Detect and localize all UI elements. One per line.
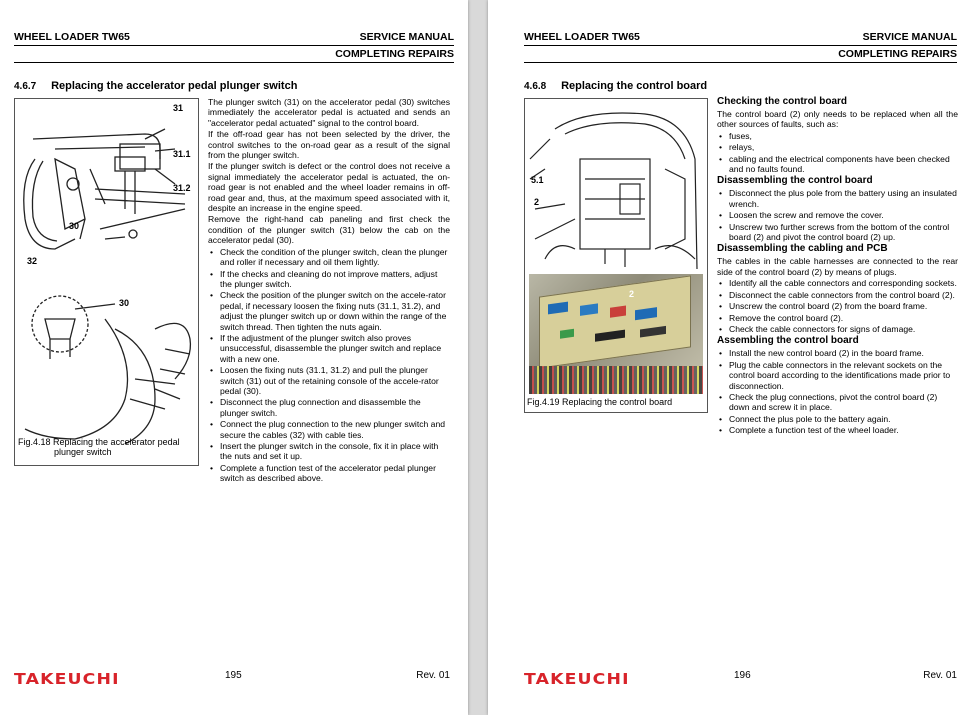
list-item: • Disconnect the plug connection and disassemble the plunger switch. [208, 397, 450, 418]
list-item: • Disconnect the cable connectors from the control board (2). [717, 290, 958, 300]
header-rule [14, 62, 454, 63]
callout-2: 2 [534, 197, 540, 207]
list-item: • Check the condition of the plunger switch, clean the plunger and roller if necessary and oil them lightly. [208, 247, 450, 268]
list-item: • If the checks and cleaning do not improve matters, adjust the plunger switch. [208, 269, 450, 290]
figure-caption: Fig.4.19 Replacing the control board [527, 397, 673, 407]
revision: Rev. 01 [416, 670, 450, 681]
relay [635, 307, 657, 320]
section-number: 4.6.7 [14, 81, 37, 92]
connector [640, 326, 666, 338]
caption-line: Fig.4.18 Replacing the accelerator pedal [18, 437, 180, 447]
list-item: • Plug the cable connectors in the relevant sockets on the control board according to the identifications made prior to disconnection. [717, 360, 958, 391]
list-item: • Complete a function test of the accelerator pedal plunger switch as described above. [208, 463, 450, 484]
body-text [208, 97, 450, 485]
caption-line: plunger switch [54, 447, 112, 457]
header-manual: SERVICE MANUAL [359, 31, 454, 43]
list-item: • Complete a function test of the wheel loader. [717, 425, 958, 435]
list-item: • Connect the plus pole to the battery again. [717, 414, 958, 424]
header-chapter: COMPLETING REPAIRS [335, 48, 454, 60]
list-item: • Loosen the screw and remove the cover. [717, 210, 958, 220]
callout-30-detail: 30 [119, 298, 130, 308]
header-chapter: COMPLETING REPAIRS [838, 48, 957, 60]
header-rule [14, 45, 454, 46]
section-number: 4.6.8 [524, 81, 547, 92]
pcb [539, 275, 691, 368]
step-list [717, 278, 958, 334]
list-item: • Install the new control board (2) in the board frame. [717, 348, 958, 358]
list-item: • relays, [717, 142, 958, 152]
callout-31-1: 31.1 [173, 149, 191, 159]
section-title: Replacing the control board [561, 80, 708, 92]
callout-31: 31 [173, 103, 184, 113]
revision: Rev. 01 [923, 670, 957, 681]
page-number: 196 [734, 670, 751, 681]
step-list [717, 348, 958, 435]
paragraph: Remove the right-hand cab paneling and first check the condition of the plunger switch (31) below the cab on the accelerator pedal (30). [208, 214, 450, 246]
callout-32: 32 [27, 256, 38, 266]
list-item: • Check the cable connectors for signs of damage. [717, 324, 958, 334]
component [610, 305, 626, 317]
connector [595, 330, 625, 342]
component [560, 329, 574, 339]
figure-accelerator-pedal [14, 98, 199, 466]
figure-control-board [524, 98, 708, 413]
header-rule [524, 62, 957, 63]
header-model: WHEEL LOADER TW65 [14, 31, 130, 43]
cable-harness [529, 366, 703, 394]
list-item: • Unscrew two further screws from the bottom of the control board (2) and pivot the control board (2) up. [717, 222, 958, 243]
section-heading [14, 80, 297, 92]
paragraph: The cables in the cable harnesses are connected to the rear side of the control board (2) by means of plugs. [717, 256, 958, 277]
subheading: Assembling the control board [717, 335, 859, 347]
subheading: Disassembling the control board [717, 175, 873, 187]
header-rule [524, 45, 957, 46]
list-item: • Check the plug connections, pivot the control board (2) down and screw it in place. [717, 392, 958, 413]
section-title: Replacing the accelerator pedal plunger switch [51, 80, 298, 92]
list-item: • Loosen the fixing nuts (31.1, 31.2) and pull the plunger switch (31) out of the retaining console of the accele-rator pedal (30). [208, 365, 450, 396]
paragraph: If the off-road gear has not been selected by the driver, the control switches to the on-road gear as a result of the signal from the plunger switch. [208, 129, 450, 161]
list-item: • Remove the control board (2). [717, 313, 958, 323]
callout-5-1: 5.1 [531, 175, 544, 185]
relay [580, 303, 598, 316]
takeuchi-logo: TAKEUCHI [524, 670, 630, 688]
list-item: • Unscrew the control board (2) from the board frame. [717, 301, 958, 311]
list-item: • Check the position of the plunger switch on the accele-rator pedal, if necessary loosen the fixing nuts (31.1, 31.2), and adjust the plunger switch up or down within the range of the switch thread. Then tighten the nuts again. [208, 290, 450, 332]
relay [548, 302, 568, 315]
paragraph: The control board (2) only needs to be replaced when all the other sources of faults, such as: [717, 109, 958, 130]
step-list [717, 188, 958, 242]
list-item: • cabling and the electrical components have been checked and no faults found. [717, 154, 958, 175]
subheading: Disassembling the cabling and PCB [717, 243, 888, 255]
list-item: • If the adjustment of the plunger switch also proves unsuccessful, disassemble the plunger switch and replace with a new one. [208, 333, 450, 364]
body-text [717, 96, 958, 437]
figure-caption [18, 437, 195, 457]
section-heading [524, 80, 707, 92]
page-195 [0, 0, 468, 715]
accelerator-pedal-drawing [15, 99, 198, 465]
list-item: • fuses, [717, 131, 958, 141]
page-number: 195 [225, 670, 242, 681]
paragraph: If the plunger switch is defect or the control does not receive a signal immediately the accelerator pedal is actuated, the on-road gear is not enabled and the wheel loader remains in off-road gear and, thus, at the maximum speed associated with it, despite an increase in the engine speed. [208, 161, 450, 214]
list-item: • Identify all the cable connectors and corresponding sockets. [717, 278, 958, 288]
paragraph: The plunger switch (31) on the accelerator pedal (30) switches immediately the accelerator pedal is actuated and sends an "accelerator pedal actuated" signal to the control board. [208, 97, 450, 128]
list-item: • Insert the plunger switch in the console, fix it in place with the nuts and set it up. [208, 441, 450, 462]
list-item: • Disconnect the plus pole from the battery using an insulated wrench. [717, 188, 958, 209]
header-model: WHEEL LOADER TW65 [524, 31, 640, 43]
list-item: • Connect the plug connection to the new plunger switch and secure the cables (32) with cable ties. [208, 419, 450, 440]
callout-2-photo: 2 [629, 289, 635, 299]
callout-30: 30 [69, 221, 80, 231]
subheading: Checking the control board [717, 96, 848, 107]
page-196 [488, 0, 975, 715]
step-list [208, 247, 450, 484]
takeuchi-logo: TAKEUCHI [14, 670, 120, 688]
control-board-photo [529, 274, 703, 394]
callout-31-2: 31.2 [173, 183, 191, 193]
fault-list [717, 131, 958, 175]
header-manual: SERVICE MANUAL [862, 31, 957, 43]
